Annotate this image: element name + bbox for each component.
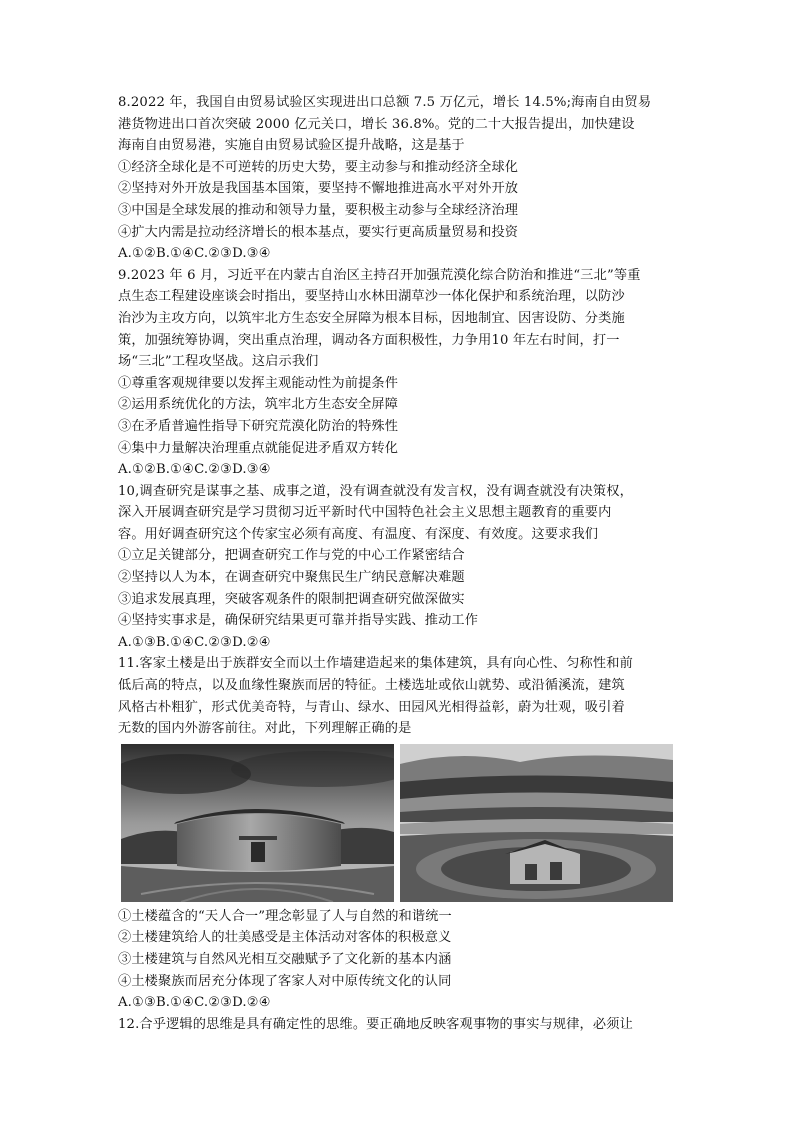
tulou-exterior-photo bbox=[121, 744, 394, 902]
q8-option-2: ②坚持对外开放是我国基本国策，要坚持不懈地推进高水平对外开放 bbox=[118, 181, 519, 197]
q9-option-2: ②运用系统优化的方法，筑牢北方生态安全屏障 bbox=[118, 397, 399, 413]
q10-option-3: ③追求发展真理，突破客观条件的限制把调查研究做深做实 bbox=[118, 591, 465, 607]
q11-stem-line: 无数的国内外游客前往。对此，下列理解正确的是 bbox=[118, 721, 412, 737]
q11-option-3: ③土楼建筑与自然风光相互交融赋予了文化新的基本内涵 bbox=[118, 952, 452, 967]
q9-option-1: ①尊重客观规律要以发挥主观能动性为前提条件 bbox=[118, 375, 399, 391]
q11-option-4: ④土楼聚族而居充分体现了客家人对中原传统文化的认同 bbox=[118, 973, 452, 989]
q9-stem-line: 策，加强统筹协调，突出重点治理，调动各方面积极性，力争用10 年左右时间，打一 bbox=[118, 332, 620, 348]
q12-stem-line: 12.合乎逻辑的思维是具有确定性的思维。要正确地反映客观事物的事实与规律，必须让 bbox=[118, 1016, 633, 1032]
q10-stem-line: 10,调查研究是谋事之基、成事之道，没有调查就没有发言权，没有调查就没有决策权， bbox=[118, 483, 633, 499]
question-12 bbox=[118, 1014, 678, 1036]
q10-stem-line: 容。用好调查研究这个传家宝必须有高度、有温度、有深度、有效度。这要求我们 bbox=[118, 526, 599, 542]
q11-option-2: ②土楼建筑给人的壮美感受是主体活动对客体的积极意义 bbox=[118, 930, 452, 946]
tulou-photos bbox=[121, 744, 678, 902]
q8-stem-line: 海南自由贸易港，实施自由贸易试验区提升战略，这是基于 bbox=[118, 138, 465, 154]
q8-choices: A.①②B.①④C.②③D.③④ bbox=[118, 246, 271, 262]
q8-stem-line: 港货物进出口首次突破 2000 亿元关口，增长 36.8%。党的二十大报告提出，加快建设 bbox=[118, 116, 635, 132]
q11-stem-line: 风格古朴粗犷，形式优美奇特，与青山、绿水、田园风光相得益彰，蔚为壮观，吸引着 bbox=[118, 699, 625, 715]
q9-stem-line: 点生态工程建设座谈会时指出，要坚持山水林田湖草沙一体化保护和系统治理，以防沙 bbox=[118, 289, 625, 305]
q11-option-1: ①土楼蕴含的“天人合一”理念彰显了人与自然的和谐统一 bbox=[118, 908, 452, 924]
tulou-interior-photo bbox=[400, 744, 673, 902]
q8-stem-line: 8.2022 年，我国自由贸易试验区实现进出口总额 7.5 万亿元，增长 14.5%;海南自由贸易 bbox=[118, 95, 652, 110]
q8-option-3: ③中国是全球发展的推动和领导力量，要积极主动参与全球经济治理 bbox=[118, 202, 519, 218]
question-11 bbox=[118, 653, 678, 1013]
q9-stem-line: 治沙为主攻方向，以筑牢北方生态安全屏障为根本目标，因地制宜、因害设防、分类施 bbox=[118, 310, 625, 326]
q9-stem-line: 9.2023 年 6 月，习近平在内蒙古自治区主持召开加强荒漠化综合防治和推进“三北”等重 bbox=[118, 267, 641, 283]
q10-choices: A.①③B.①④C.②③D.②④ bbox=[118, 634, 271, 650]
tulou-exterior-drawing bbox=[121, 744, 394, 902]
q10-option-4: ④坚持实事求是，确保研究结果更可靠并指导实践、推动工作 bbox=[118, 613, 479, 629]
q10-option-1: ①立足关键部分，把调查研究工作与党的中心工作紧密结合 bbox=[118, 548, 465, 564]
q11-stem-line: 11.客家土楼是出于族群安全而以土作墙建造起来的集体建筑，具有向心性、匀称性和前 bbox=[118, 656, 633, 672]
q8-option-1: ①经济全球化是不可逆转的历史大势，要主动参与和推动经济全球化 bbox=[118, 159, 519, 175]
q9-option-3: ③在矛盾普遍性指导下研究荒漠化防治的特殊性 bbox=[118, 418, 399, 434]
q9-option-4: ④集中力量解决治理重点就能促进矛盾双方转化 bbox=[118, 440, 399, 456]
q9-choices: A.①②B.①④C.②③D.③④ bbox=[118, 462, 271, 478]
q9-stem-line: 场“三北”工程攻坚战。这启示我们 bbox=[118, 354, 319, 370]
q10-stem-line: 深入开展调查研究是学习贯彻习近平新时代中国特色社会主义思想主题教育的重要内 bbox=[118, 505, 612, 521]
exam-page bbox=[118, 92, 678, 1035]
tulou-interior-drawing bbox=[400, 744, 673, 902]
q11-choices: A.①③B.①④C.②③D.②④ bbox=[118, 995, 271, 1011]
q11-stem-line: 低后高的特点，以及血缘性聚族而居的特征。土楼选址或依山就势、或沿循溪流，建筑 bbox=[118, 678, 625, 694]
question-8 bbox=[118, 92, 678, 265]
q10-option-2: ②坚持以人为本，在调查研究中聚焦民生广纳民意解决难题 bbox=[118, 570, 465, 586]
question-9 bbox=[118, 265, 678, 481]
question-10 bbox=[118, 481, 678, 654]
q8-option-4: ④扩大内需是拉动经济增长的根本基点，要实行更高质量贸易和投资 bbox=[118, 224, 519, 240]
